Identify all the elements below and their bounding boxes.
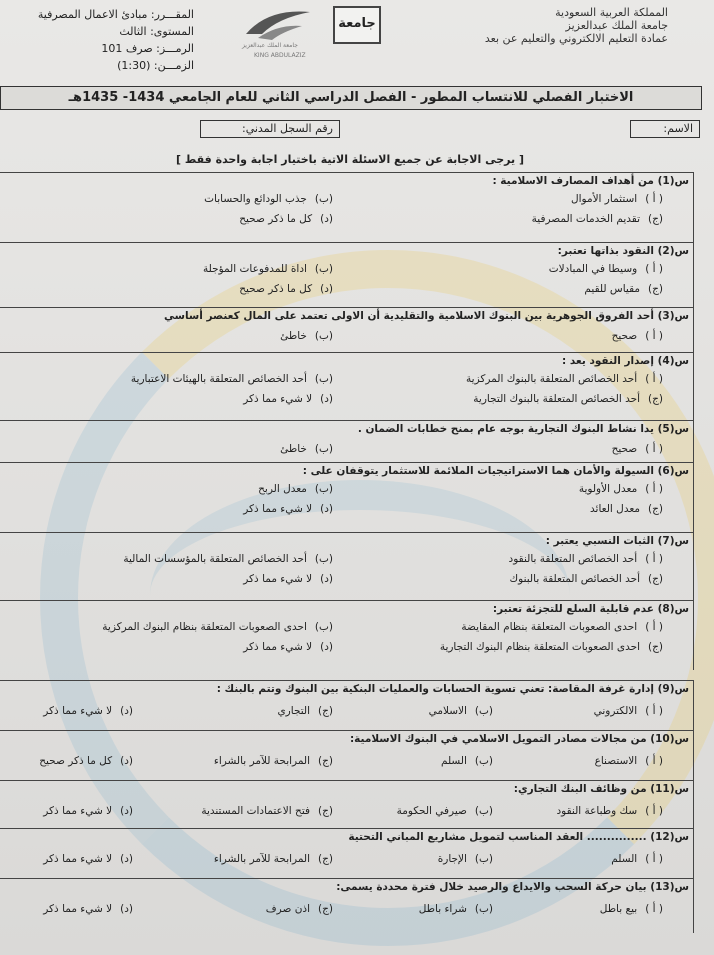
option-letter: (ب) [314,193,333,205]
option-text: لا شيء مما ذكر [243,393,313,405]
option-letter: (د) [120,853,133,865]
answer-option[interactable] [438,853,493,865]
question-7 [0,532,694,600]
answer-option[interactable] [532,213,663,225]
option-letter: ( أ ) [645,805,663,817]
option-text: لا شيء مما ذكر [243,641,313,653]
option-text: الإجارة [437,853,467,865]
answer-option[interactable] [239,213,333,225]
option-text: أحد الخصائص المتعلقة بالبنوك التجارية [473,393,641,405]
question-stem: س(5) يدا نشاط البنوك التجارية بوجه عام بمنح خطابات الضمان . [357,423,689,435]
answer-option[interactable] [584,283,663,295]
option-letter: ( أ ) [645,330,663,342]
header-institution [485,6,668,45]
option-letter: (ج) [318,755,333,767]
header-line: المملكة العربية السعودية [555,6,668,19]
answer-option[interactable] [243,573,333,585]
option-letter: ( أ ) [645,193,663,205]
option-text: أحد الخصائص المتعلقة بالمؤسسات المالية [123,553,307,565]
logo-caption: جامعة الملك عبدالعزيز [242,42,298,49]
answer-option[interactable] [258,483,333,495]
answer-option[interactable] [214,755,333,767]
question-11 [0,780,694,828]
instructions: [ يرجى الاجابة عن جميع الاسئلة الاتية باختيار اجابة واحدة فقط ] [176,153,524,166]
answer-option[interactable] [594,705,663,717]
option-text: معدل الأولوية [578,483,638,495]
answer-option[interactable] [266,903,333,915]
course-name: المقـــرر: مبادئ الاعمال المصرفية [37,8,194,21]
option-text: احدى الصعوبات المتعلقة بنظام البنوك المركزية [102,621,307,633]
answer-option[interactable] [243,503,333,515]
answer-option[interactable] [473,393,663,405]
option-letter: (ج) [648,393,663,405]
question-3 [0,307,694,352]
question-5 [0,420,694,462]
option-letter: (ج) [648,573,663,585]
option-letter: ( أ ) [645,263,663,275]
answer-option[interactable] [277,705,333,717]
option-letter: (ب) [474,705,493,717]
option-letter: (ب) [474,903,493,915]
option-letter: ( أ ) [645,903,663,915]
option-letter: (ب) [314,483,333,495]
course-code: الرمـــز: صرف 101 [101,42,194,55]
answer-option[interactable] [243,641,333,653]
option-text: أحد الخصائص المتعلقة بالبنوك [509,573,641,585]
option-letter: (ب) [474,755,493,767]
option-text: المرابحة للآمر بالشراء [213,853,311,865]
course-duration: الزمـــن: (1:30) [117,59,194,72]
option-text: أحد الخصائص المتعلقة بالنقود [508,553,638,565]
option-text: أحد الخصائص المتعلقة بالهيئات الاعتبارية [130,373,307,385]
answer-option[interactable] [429,705,493,717]
option-text: احدى الصعوبات المتعلقة بنظام المقايضة [461,621,638,633]
question-stem: س(10) من مجالات مصادر التمويل الاسلامي في البنوك الاسلامية: [349,733,689,745]
option-text: الاسلامي [428,705,467,717]
question-stem: س(11) من وظائف البنك التجاري: [513,783,689,795]
option-letter: (ج) [318,903,333,915]
question-9 [0,680,694,730]
option-letter: ( أ ) [645,705,663,717]
option-letter: (ب) [314,373,333,385]
question-1 [0,172,694,242]
option-text: لا شيء مما ذكر [43,805,113,817]
question-stem: س(9) إدارة غرفة المقاصة: تعني تسوية الحسابات والعمليات البنكية بين البنوك وتتم بالبنك : [216,683,689,695]
option-text: بيع باطل [599,903,638,915]
logo-caption: KING ABDULAZIZ [254,52,306,59]
question-stem: س(3) أحد الفروق الجوهرية بين البنوك الاسلامية والتقليدية أن الاولى تعتمد على المال كعنصر أساسي [164,310,689,322]
option-letter: ( أ ) [645,755,663,767]
option-letter: ( أ ) [645,853,663,865]
answer-option[interactable] [203,263,333,275]
answer-option[interactable] [571,193,663,205]
option-letter: (ج) [648,641,663,653]
option-letter: (ب) [474,805,493,817]
answer-option[interactable] [239,283,333,295]
answer-option[interactable] [243,393,333,405]
option-letter: (ج) [648,283,663,295]
option-text: المرابحة للآمر بالشراء [213,755,311,767]
option-letter: ( أ ) [645,621,663,633]
option-letter: ( أ ) [645,483,663,495]
question-13 [0,878,694,933]
option-letter: (ب) [314,553,333,565]
option-text: تقديم الخدمات المصرفية [531,213,641,225]
answer-option[interactable] [611,853,663,865]
option-letter: (ب) [314,263,333,275]
option-letter: (د) [320,213,333,225]
answer-option[interactable] [461,621,663,633]
answer-option[interactable] [600,903,663,915]
course-level: المستوى: الثالث [119,25,194,38]
answer-option[interactable] [419,903,493,915]
answer-option[interactable] [466,373,663,385]
option-text: كل ما ذكر صحيح [39,755,113,767]
option-text: استثمار الأموال [570,193,638,205]
answer-option[interactable] [43,903,133,915]
option-letter: (د) [120,903,133,915]
option-text: الالكتروني [593,705,638,717]
answer-option[interactable] [440,641,663,653]
option-letter: (ب) [474,853,493,865]
answer-option[interactable] [612,330,663,342]
option-text: صحيح [611,443,638,455]
question-stem: س(13) بيان حركة السحب والايداع والرصيد خلال فترة محددة يسمى: [336,881,689,893]
option-letter: (د) [320,393,333,405]
question-6 [0,462,694,532]
header-line: جامعة الملك عبدالعزيز [565,19,668,32]
option-text: جذب الودائع والحسابات [204,193,307,205]
question-stem: س(12) ............... العقد المناسب لتمويل مشاريع المباني التحتية [348,831,689,843]
answer-option[interactable] [123,553,333,565]
option-text: كل ما ذكر صحيح [239,283,313,295]
option-letter: (د) [320,283,333,295]
option-text: احدى الصعوبات المتعلقة بنظام البنوك التجارية [439,641,641,653]
option-text: خاطئ [280,443,307,455]
option-letter: (د) [120,755,133,767]
answer-option[interactable] [549,263,663,275]
answer-option[interactable] [39,755,133,767]
option-text: خاطئ [280,330,307,342]
question-stem: س(2) النقود بذاتها تعتبر: [557,245,689,257]
university-logo: جامعة [333,6,381,44]
option-letter: (ب) [314,443,333,455]
header-line: عمادة التعليم الالكتروني والتعليم عن بعد [484,32,668,45]
option-text: لا شيء مما ذكر [43,853,113,865]
question-stem: س(7) الثبات النسبي يعتبر : [545,535,689,547]
option-letter: (د) [120,705,133,717]
option-letter: ( أ ) [645,553,663,565]
option-text: لا شيء مما ذكر [43,705,113,717]
option-text: اداة للمدفوعات المؤجلة [202,263,307,275]
answer-option[interactable] [214,853,333,865]
answer-option[interactable] [397,805,493,817]
question-12 [0,828,694,878]
answer-option[interactable] [131,373,333,385]
option-letter: (ج) [318,705,333,717]
answer-option[interactable] [43,705,133,717]
option-text: السلم [611,853,638,865]
option-letter: (د) [120,805,133,817]
name-field[interactable]: الاسم: [630,120,700,138]
answer-option[interactable] [441,755,493,767]
option-letter: (د) [320,503,333,515]
option-text: صحيح [611,330,638,342]
question-stem: س(4) إصدار النقود يعد : [562,355,689,367]
option-text: سك وطباعة النقود [556,805,638,817]
answer-option[interactable] [204,193,333,205]
option-text: التجاري [277,705,311,717]
option-letter: (ب) [314,621,333,633]
question-8 [0,600,694,670]
exam-title: الاختبار الفصلي للانتساب المطور - الفصل الدراسي الثاني للعام الجامعي 1434- 1435هـ [0,86,702,110]
answer-option[interactable] [612,443,663,455]
question-stem: س(1) من أهداف المصارف الاسلامية : [492,175,689,187]
answer-option[interactable] [590,503,663,515]
option-text: صيرفي الحكومة [396,805,467,817]
answer-option[interactable] [280,330,333,342]
question-2 [0,242,694,307]
name-row [0,120,700,138]
question-stem: س(6) السيولة والأمان هما الاستراتيجيات الملائمة للاستثمار يتوقفان على : [302,465,689,477]
answer-option[interactable] [280,443,333,455]
answer-option[interactable] [43,853,133,865]
option-letter: (د) [320,573,333,585]
option-letter: ( أ ) [645,443,663,455]
answer-option[interactable] [102,621,333,633]
option-text: فتح الاعتمادات المستندية [201,805,311,817]
option-letter: (ج) [318,853,333,865]
course-info [38,6,194,74]
answer-option[interactable] [510,573,663,585]
option-text: معدل الربح [258,483,307,495]
option-text: مقياس للقيم [584,283,641,295]
option-text: اذن صرف [265,903,311,915]
option-letter: (د) [320,641,333,653]
option-letter: (ج) [648,503,663,515]
option-letter: (ج) [648,213,663,225]
option-text: شراء باطل [418,903,467,915]
option-letter: (ج) [318,805,333,817]
answer-option[interactable] [556,805,663,817]
answer-option[interactable] [43,805,133,817]
question-10 [0,730,694,780]
option-text: لا شيء مما ذكر [243,573,313,585]
option-text: وسيطا في المبادلات [548,263,638,275]
option-text: كل ما ذكر صحيح [239,213,313,225]
answer-option[interactable] [509,553,663,565]
option-text: السلم [440,755,467,767]
answer-option[interactable] [579,483,663,495]
answer-option[interactable] [595,755,663,767]
option-text: لا شيء مما ذكر [43,903,113,915]
question-stem: س(8) عدم قابلية السلع للتجزئة تعتبر: [492,603,689,615]
option-text: لا شيء مما ذكر [243,503,313,515]
option-letter: ( أ ) [645,373,663,385]
answer-option[interactable] [201,805,333,817]
option-letter: (ب) [314,330,333,342]
question-4 [0,352,694,420]
civil-id-field[interactable]: رقم السجل المدني: [200,120,340,138]
option-text: الاستصناع [594,755,638,767]
option-text: معدل العائد [590,503,641,515]
option-text: أحد الخصائص المتعلقة بالبنوك المركزية [466,373,638,385]
